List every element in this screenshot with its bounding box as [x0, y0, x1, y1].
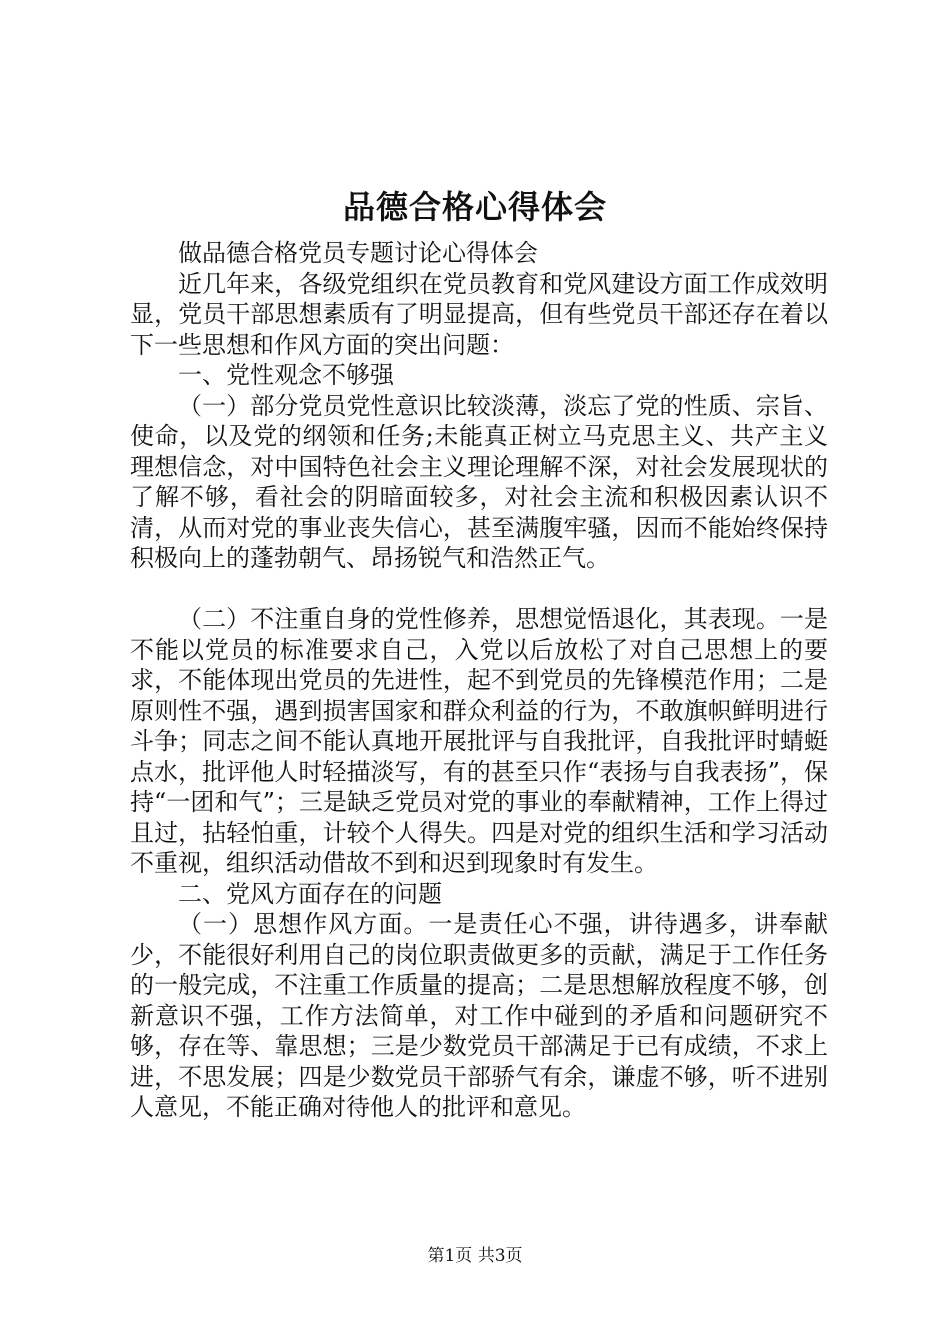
section-heading-1: 一、党性观念不够强 — [178, 361, 394, 389]
document-body — [130, 238, 828, 1123]
document-subtitle: 做品德合格党员专题讨论心得体会 — [178, 239, 538, 267]
blank-line — [130, 574, 828, 605]
paragraph-1-2: （二）不注重自身的党性修养，思想觉悟退化，其表现。一是不能以党员的标准要求自己，入党以后放松了对自己思想上的要求，不能体现出党员的先进性，起不到党员的先锋模范作用；二是原则性不强，遇到损害国家和群众利益的行为，不敢旗帜鲜明进行斗争；同志之间不能认真地开展批评与自我批评，自我批评时蜻蜓点水，批评他人时轻描淡写，有的甚至只作“表扬与自我表扬”，保持“一团和气”；三是缺乏党员对党的事业的奉献精神，工作上得过且过，拈轻怕重，计较个人得失。四是对党的组织生活和学习活动不重视，组织活动借故不到和迟到现象时有发生。 — [130, 605, 828, 877]
section-heading-2: 二、党风方面存在的问题 — [178, 879, 442, 908]
paragraph-intro: 近几年来，各级党组织在党员教育和党风建设方面工作成效明显，党员干部思想素质有了明显提高，但有些党员干部还存在着以下一些思想和作风方面的突出问题： — [130, 269, 828, 359]
paragraph-1-1: （一）部分党员党性意识比较淡薄，淡忘了党的性质、宗旨、使命，以及党的纲领和任务;未能真正树立马克思主义、共产主义理想信念，对中国特色社会主义理论理解不深，对社会发展现状的了解不够，看社会的阴暗面较多，对社会主流和积极因素认识不清，从而对党的事业丧失信心，甚至满腹牢骚，因而不能始终保持积极向上的蓬勃朝气、昂扬锐气和浩然正气。 — [130, 391, 828, 572]
paragraph-2-1: （一）思想作风方面。一是责任心不强，讲待遇多，讲奉献少，不能很好利用自己的岗位职责做更多的贡献，满足于工作任务的一般完成，不注重工作质量的提高；二是思想解放程度不够，创新意识不强，工作方法简单，对工作中碰到的矛盾和问题研究不够，存在等、靠思想；三是少数党员干部满足于已有成绩，不求上进，不思发展；四是少数党员干部骄气有余，谦虚不够，听不进别人意见，不能正确对待他人的批评和意见。 — [130, 910, 828, 1121]
document-title: 品德合格心得体会 — [342, 188, 607, 226]
page-footer: 第1页 共3页 — [427, 1246, 523, 1266]
